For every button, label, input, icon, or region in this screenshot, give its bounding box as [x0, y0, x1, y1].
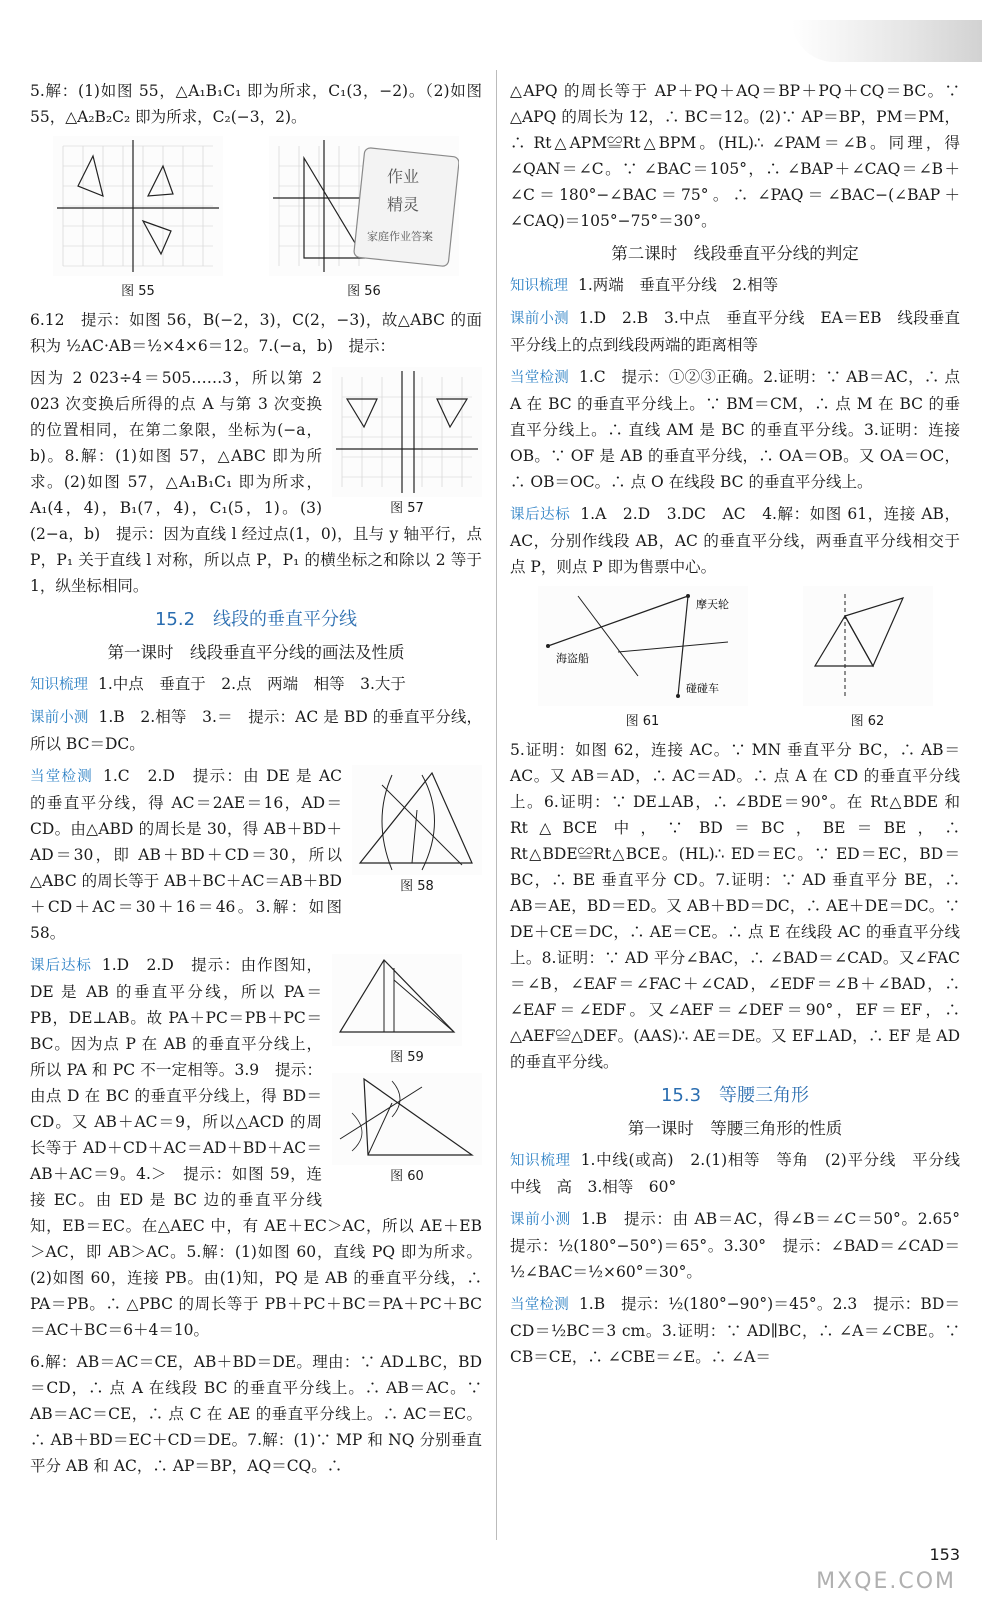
tag-pre-class-quiz: 课前小测 [30, 710, 89, 726]
figure-61 [538, 586, 748, 729]
figure-55-graphic [53, 136, 223, 276]
figure-55-caption: 图 55 [121, 284, 155, 299]
answer-7-cont: △APQ 的周长等于 AP＋PQ＋AQ＝BP＋PQ＋CQ＝BC。∵ △APQ 的周长为 12，∴ BC＝12。(2)∵ AP＝BP，PM＝PM，∴ Rt△APM≌Rt△BPM。(HL)∴ ∠PAM＝∠B。同理，得∠QAN＝∠C。∵ ∠BAC＝105°，∴ ∠BAP＋∠CAQ＝∠B＋∠C＝180°−∠BAC＝75°。∴ ∠PAQ＝∠BAC−(∠BAP＋∠CAQ)＝105°−75°＝30°。 [510, 82, 960, 230]
lesson-title-1: 第一课时 线段垂直平分线的画法及性质 [107, 643, 405, 662]
figure-62 [803, 586, 933, 729]
tag-after-class-target: 课后达标 [30, 958, 92, 974]
label-pirate-ship: 海盗船 [555, 652, 589, 665]
column-divider [496, 70, 497, 1540]
tag-knowledge-review-2: 知识梳理 [510, 278, 568, 294]
pre-class-quiz-2 [510, 305, 960, 358]
figure-59-caption: 图 59 [390, 1050, 424, 1065]
stamp-watermark [354, 147, 459, 266]
figure-58 [352, 765, 482, 894]
figure-57-caption: 图 57 [390, 501, 424, 516]
lesson-title-3: 第一课时 等腰三角形的性质 [627, 1119, 843, 1138]
after-class-target-2 [510, 501, 960, 580]
after-class-target-text: 1.D 2.D 提示：由作图知，DE 是 AB 的垂直平分线，所以 PA＝PB，DE⊥AB。故 PA＋PC＝PB＋PC＝BC。因为点 P 在 AB 的垂直平分线上，所以 PA 和 PC 不一定相等。3.9 提示：由点 D 在 BC 的垂直平分线上，得 BD＝CD。又 AB＋AC＝9，所以△ACD 的周长等于 AD＋CD＋AC＝AD＋BD＋AC＝AB＋AC＝9。4.＞ 提示：如图 59，连接 EC。由 ED 是 BC 边的垂直平分线知，EB＝EC。在△AEC 中，有 AE＋EC＞AC，所以 AE＋EB＞AC，即 AB＞AC。5.解：(1)如图 60，直线 PQ 即为所求。(2)如图 60，连接 PB。由(1)知，PQ 是 AB 的垂直平分线，∴ PA＝PB。∴ △PBC 的周长等于 PB＋PC＋BC＝PA＋PC＋BC＝AC＋BC＝6＋4＝10。 [30, 956, 482, 1339]
figure-58-caption: 图 58 [400, 879, 434, 894]
tag-in-class-check: 当堂检测 [30, 769, 94, 785]
pre-class-quiz [30, 704, 482, 757]
label-ferris-wheel: 摩天轮 [695, 598, 729, 611]
figure-62-graphic [803, 586, 933, 706]
tag-in-class-check-2: 当堂检测 [510, 370, 569, 386]
site-watermark: MXQE.COM [816, 1569, 956, 1594]
answers-5-8: 5.证明：如图 62，连接 AC。∵ MN 垂直平分 BC，∴ AB＝AC。又 AB＝AD，∴ AC＝AD。∴ 点 A 在 CD 的垂直平分线上。6.证明：∵ DE⊥AB，∴ ∠BDE＝90°。在 Rt△BDE 和 Rt△BCE 中，∵ BD＝BC，BE＝BE，∴ Rt△BDE≌Rt△BCE。(HL)∴ ED＝EC。∵ ED＝EC，BD＝BC，∴ BE 垂直平分 CD。7.证明：∵ AD 垂直平分 BE，∴ AB＝AE，BD＝ED。又 AB＋BD＝DC，∴ AE＋DE＝DC。∵ DE＋CE＝DC，∴ AE＝CE。∴ 点 E 在线段 AC 的垂直平分线上。8.证明：∵ AD 平分∠BAC，∴ ∠BAD＝∠CAD。又∠FAC＝∠B，∠EAF＝∠FAC＋∠CAD，∠EDF＝∠B＋∠BAD，∴ ∠EAF＝∠EDF。又∠AEF＝∠DEF＝90°，EF＝EF，∴ △AEF≌△DEF。(AAS)∴ AE＝DE。又 EF⊥AD，∴ EF 是 AD 的垂直平分线。 [510, 741, 960, 1071]
figure-60-caption: 图 60 [390, 1169, 424, 1184]
in-class-check-2 [510, 364, 960, 495]
figure-55 [53, 136, 223, 299]
figure-row-55-56 [30, 136, 482, 299]
tag-pre-class-quiz-3: 课前小测 [510, 1212, 571, 1228]
stamp-line-1: 作业 [387, 167, 420, 186]
pre-class-quiz-3-text: 1.B 提示：由 AB＝AC，得∠B＝∠C＝50°。2.65° 提示：½(180°−50°)＝65°。3.30° 提示：∠BAD＝∠CAD＝½∠BAC＝½×60°＝30°。 [510, 1210, 976, 1281]
figure-56-caption: 图 56 [347, 284, 381, 299]
figure-59-graphic [332, 954, 462, 1046]
figure-58-graphic [352, 765, 482, 875]
section-title-15-3: 15.3 等腰三角形 [660, 1085, 810, 1106]
knowledge-review-text: 1.中点 垂直于 2.点 两端 相等 3.大于 [98, 675, 406, 693]
figure-61-caption: 图 61 [625, 714, 660, 729]
lesson-title-2: 第二课时 线段垂直平分线的判定 [611, 244, 859, 263]
figure-57 [332, 367, 482, 516]
figure-62-caption: 图 62 [850, 714, 885, 729]
pre-class-quiz-2-text: 1.D 2.B 3.中点 垂直平分线 EA＝EB 线段垂直平分线上的点到线段两端的距离相等 [510, 309, 961, 354]
label-bumper-cars: 碰碰车 [685, 682, 719, 695]
in-class-check-2-text: 1.C 提示：①②③正确。2.证明：∵ AB＝AC，∴ 点 A 在 BC 的垂直平分线上。∵ BM＝CM，∴ 点 M 在 BC 的垂直平分线上。∴ 直线 AM 是 BC 的垂直平分线。3.证明：连接 OB。∵ OF 是 AB 的垂直平分线，∴ OA＝OB。又 OA＝OC，∴ OB＝OC。∴ 点 O 在线段 BC 的垂直平分线上。 [510, 368, 961, 491]
figure-row-61-62 [510, 586, 960, 729]
page-number: 153 [929, 1545, 960, 1564]
figure-59-60 [332, 954, 482, 1184]
knowledge-review-2 [510, 272, 960, 299]
in-class-check-3 [510, 1291, 960, 1370]
knowledge-review [30, 671, 482, 698]
tag-knowledge-review-3: 知识梳理 [510, 1153, 571, 1169]
tag-after-class-target-2: 课后达标 [510, 507, 571, 523]
header-decoration [792, 20, 982, 62]
figure-61-graphic [538, 586, 748, 706]
tag-knowledge-review: 知识梳理 [30, 677, 88, 693]
knowledge-review-3 [510, 1147, 976, 1200]
figure-56-graphic [269, 136, 459, 276]
knowledge-review-2-text: 1.两端 垂直平分线 2.相等 [578, 276, 779, 294]
right-column [510, 78, 976, 1376]
figure-56 [269, 136, 459, 299]
answer-6-7: 6.12 提示：如图 56，B(−2，3)，C(2，−3)，故△ABC 的面积为 ½AC·AB＝½×4×6＝12。7.(−a，b) 提示： [30, 311, 482, 355]
stamp-line-3: 家庭作业答案 [367, 230, 433, 243]
in-class-check-3-text: 1.B 提示：½(180°−90°)＝45°。2.3 提示：BD＝CD＝½BC＝3 cm。3.证明：∵ AD∥BC，∴ ∠A＝∠CBE。∵ CB＝CE，∴ ∠CBE＝∠E。∴ ∠A＝ [510, 1295, 960, 1366]
left-column [30, 78, 482, 1485]
tag-in-class-check-3: 当堂检测 [510, 1297, 569, 1313]
answer-6-7-left: 6.解：AB＝AC＝CE，AB＋BD＝DE。理由：∵ AD⊥BC，BD＝CD，∴ 点 A 在线段 BC 的垂直平分线上。∴ AB＝AC。∵ AB＝AC＝CE，∴ 点 C 在 AE 的垂直平分线上。∴ AC＝EC。∴ AB＋BD＝EC＋CD＝DE。7.解：(1)∵ MP 和 NQ 分别垂直平分 AB 和 AC，∴ AP＝BP，AQ＝CQ。∴ [30, 1353, 482, 1475]
tag-pre-class-quiz-2: 课前小测 [510, 311, 569, 327]
after-class-target-2-text: 1.A 2.D 3.DC AC 4.解：如图 61，连接 AB，AC，分别作线段 AB，AC 的垂直平分线，两垂直平分线相交于点 P，则点 P 即为售票中心。 [510, 505, 961, 576]
section-title-15-2: 15.2 线段的垂直平分线 [154, 609, 358, 630]
answer-5: 5.解：(1)如图 55，△A₁B₁C₁ 即为所求，C₁(3，−2)。（2)如图 55，△A₂B₂C₂ 即为所求，C₂(−3，2)。 [30, 82, 482, 126]
pre-class-quiz-text: 1.B 2.相等 3.＝ 提示：AC 是 BD 的垂直平分线，所以 BC＝DC。 [30, 708, 482, 753]
figure-57-graphic [332, 367, 482, 497]
figure-60-graphic [332, 1073, 482, 1165]
stamp-line-2: 精灵 [387, 195, 420, 214]
in-class-check-text: 1.C 2.D 提示：由 DE 是 AC 的垂直平分线，得 AC＝2AE＝16，AD＝CD。由△ABD 的周长是 30，得 AB＋BD＋AD＝30，即 AB＋BD＋CD＝30，所以△ABC 的周长等于 AB＋BC＋AC＝AB＋BD＋CD＋AC＝30＋16＝46。3.解：如图 58。 [30, 767, 342, 942]
knowledge-review-3-text: 1.中线(或高) 2.(1)相等 等角 (2)平分线 平分线 中线 高 3.相等 60° [510, 1151, 976, 1196]
pre-class-quiz-3 [510, 1206, 976, 1285]
answer-7-8: 因为 2 023÷4＝505……3，所以第 2 023 次变换后所得的点 A 与第 3 次变换的位置相同，在第二象限，坐标为(−a，b)。8.解：(1)如图 57，△ABC 即为所求。(2)如图 57，△A₁B₁C₁ 即为所求，A₁(4，4)，B₁(7，4)，C₁(5，1)。(3)(2−a，b) 提示：因为直线 l 经过点(1，0)，且与 y 轴平行，点 P，P₁ 关于直线 l 对称，所以点 P，P₁ 的横坐标之和除以 2 等于 1，纵坐标相同。 [30, 369, 482, 595]
